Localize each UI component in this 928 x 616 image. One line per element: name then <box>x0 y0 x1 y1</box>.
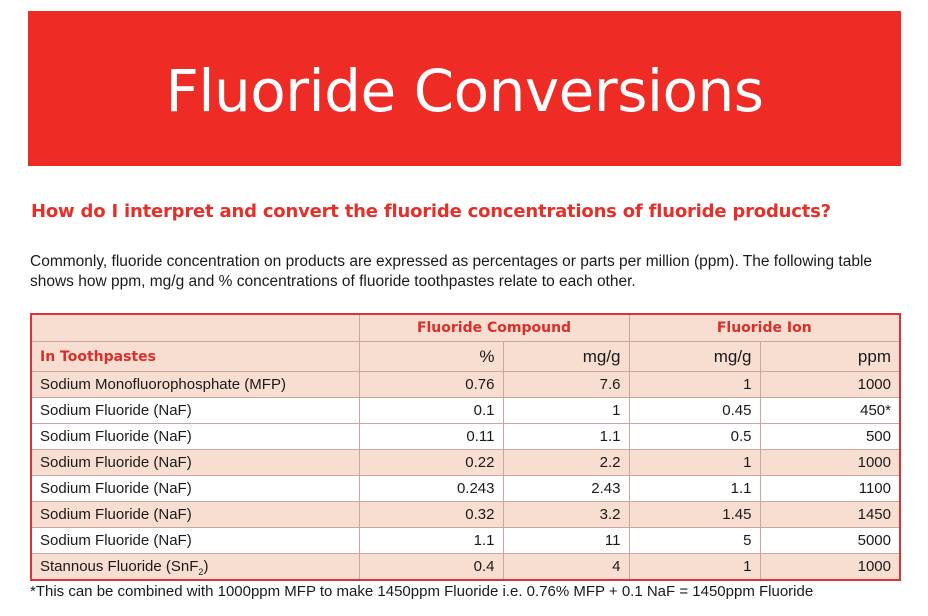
compound-name: Sodium Fluoride (NaF) <box>31 424 359 450</box>
percent-cell: 0.11 <box>359 424 503 450</box>
ppm-cell: 450* <box>760 398 900 424</box>
footnote: *This can be combined with 1000ppm MFP to make 1450ppm Fluoride i.e. 0.76% MFP + 0.1 NaF = 1450ppm Fluoride <box>30 583 814 600</box>
ion-mgg-cell: 1.45 <box>629 502 760 528</box>
compound-name <box>31 554 359 581</box>
ion-mgg-cell: 0.5 <box>629 424 760 450</box>
compound-mgg-cell: 3.2 <box>503 502 629 528</box>
compound-mgg-cell: 1.1 <box>503 424 629 450</box>
percent-cell: 0.1 <box>359 398 503 424</box>
ppm-cell: 1000 <box>760 372 900 398</box>
compound-mgg-cell: 11 <box>503 528 629 554</box>
ppm-cell: 500 <box>760 424 900 450</box>
title-banner <box>28 11 901 166</box>
table-row <box>31 450 900 476</box>
ion-mgg-cell: 1 <box>629 372 760 398</box>
compound-mgg-cell: 7.6 <box>503 372 629 398</box>
ion-mgg-cell: 1 <box>629 450 760 476</box>
compound-name-subscript: 2 <box>198 566 204 577</box>
compound-mgg-cell: 1 <box>503 398 629 424</box>
group-header-blank <box>31 314 359 342</box>
page-title: Fluoride Conversions <box>165 56 764 125</box>
table-row <box>31 476 900 502</box>
percent-cell: 0.22 <box>359 450 503 476</box>
group-header-compound: Fluoride Compound <box>359 314 629 342</box>
ion-mgg-cell: 5 <box>629 528 760 554</box>
compound-name: Sodium Fluoride (NaF) <box>31 398 359 424</box>
group-header-row <box>31 314 900 342</box>
unit-header-percent: % <box>359 342 503 372</box>
table-row <box>31 502 900 528</box>
unit-header-ion-mgg: mg/g <box>629 342 760 372</box>
ppm-cell: 1450 <box>760 502 900 528</box>
table-row <box>31 372 900 398</box>
unit-header-ppm: ppm <box>760 342 900 372</box>
compound-name-suffix: ) <box>203 557 209 575</box>
unit-header-row <box>31 342 900 372</box>
compound-name-prefix: Stannous Fluoride (SnF <box>40 557 199 575</box>
percent-cell: 0.76 <box>359 372 503 398</box>
percent-cell: 0.32 <box>359 502 503 528</box>
compound-mgg-cell: 2.2 <box>503 450 629 476</box>
ppm-cell: 1100 <box>760 476 900 502</box>
ion-mgg-cell: 0.45 <box>629 398 760 424</box>
ion-mgg-cell: 1.1 <box>629 476 760 502</box>
percent-cell: 0.243 <box>359 476 503 502</box>
table-row <box>31 528 900 554</box>
ppm-cell: 1000 <box>760 554 900 581</box>
compound-name: Sodium Fluoride (NaF) <box>31 528 359 554</box>
compound-name: Sodium Fluoride (NaF) <box>31 502 359 528</box>
table-row <box>31 398 900 424</box>
compound-mgg-cell: 2.43 <box>503 476 629 502</box>
row-label-header: In Toothpastes <box>31 342 359 372</box>
compound-name: Sodium Monofluorophosphate (MFP) <box>31 372 359 398</box>
intro-paragraph: Commonly, fluoride concentration on products are expressed as percentages or parts per million (ppm). The following table shows how ppm, mg/g and % concentrations of fluoride toothpastes relate to each other. <box>30 253 873 290</box>
unit-header-compound-mgg: mg/g <box>503 342 629 372</box>
section-heading: How do I interpret and convert the fluoride concentrations of fluoride products? <box>31 201 831 222</box>
compound-name: Sodium Fluoride (NaF) <box>31 450 359 476</box>
conversion-table <box>30 313 901 581</box>
compound-name: Sodium Fluoride (NaF) <box>31 476 359 502</box>
table-row <box>31 554 900 581</box>
percent-cell: 1.1 <box>359 528 503 554</box>
ppm-cell: 5000 <box>760 528 900 554</box>
group-header-ion: Fluoride Ion <box>629 314 900 342</box>
table-row <box>31 424 900 450</box>
ion-mgg-cell: 1 <box>629 554 760 581</box>
ppm-cell: 1000 <box>760 450 900 476</box>
compound-mgg-cell: 4 <box>503 554 629 581</box>
percent-cell: 0.4 <box>359 554 503 581</box>
